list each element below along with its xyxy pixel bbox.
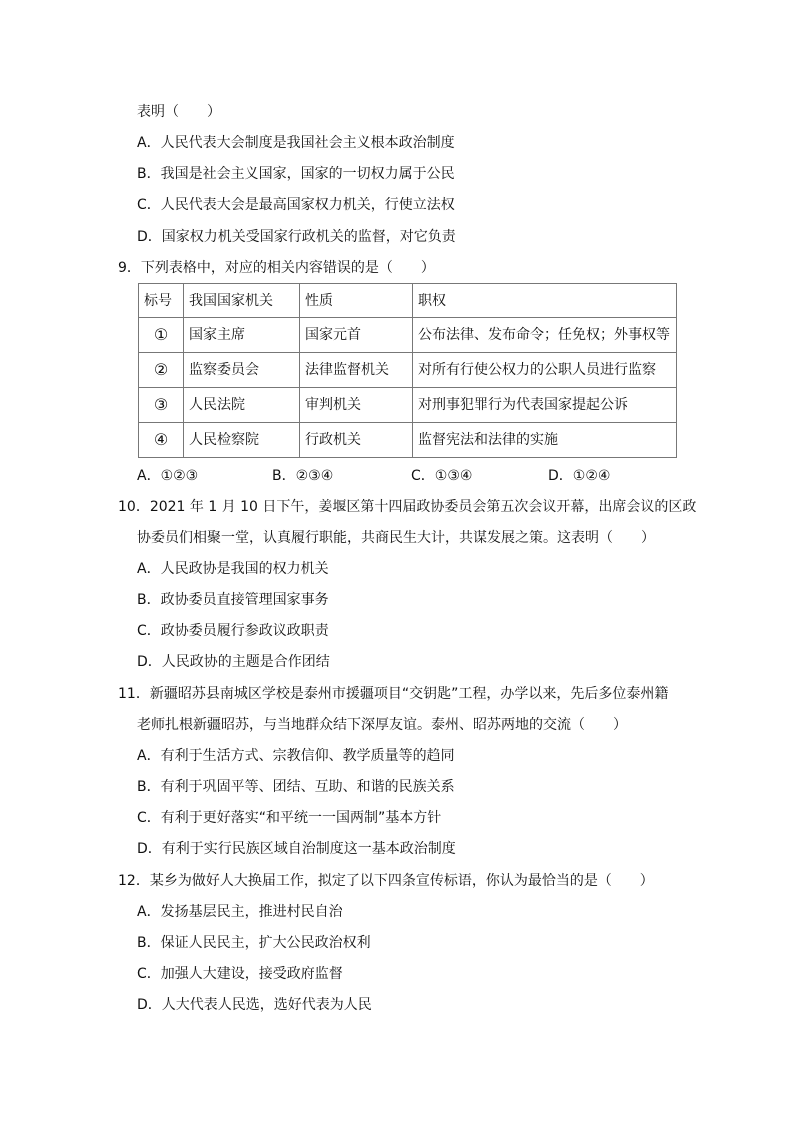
q11-option-d: D．有利于实行民族区域自治制度这一基本政治制度 [137,841,456,857]
table-header-row [139,284,677,318]
q11-option-a: A．有利于生活方式、宗教信仰、教学质量等的趋同 [137,748,455,764]
q11-option-b: B．有利于巩固平等、团结、互助、和谐的民族关系 [137,779,455,795]
table-cell: 国家元首 [300,318,413,353]
q9-answer-d: D．①②④ [548,468,611,484]
q12-option-a: A．发扬基层民主，推进村民自治 [137,904,343,920]
table-cell-number: ② [139,353,184,388]
table-row [139,423,677,458]
q8-option-a: A．人民代表大会制度是我国社会主义根本政治制度 [137,135,455,151]
q8-option-b: B．我国是社会主义国家，国家的一切权力属于公民 [137,166,455,182]
table-cell-number: ① [139,318,184,353]
q10-stem-line-1: 10．2021 年 1 月 10 日下午，姜堰区第十四届政协委员会第五次会议开幕，出席会议的区政 [118,499,697,515]
table-cell: 国家主席 [184,318,300,353]
q11-stem-line-2: 老师扎根新疆昭苏，与当地群众结下深厚友谊。泰州、昭苏两地的交流（ ） [137,717,627,733]
q10-option-d: D．人民政协的主题是合作团结 [137,654,330,670]
q9-answer-c: C．①③④ [411,468,473,484]
q8-option-d: D．国家权力机关受国家行政机关的监督，对它负责 [137,229,456,245]
table-cell: 行政机关 [300,423,413,458]
table-cell: 人民检察院 [184,423,300,458]
q11-option-c: C．有利于更好落实“和平统一一国两制”基本方针 [137,810,442,826]
table-header-cell: 标号 [139,284,184,318]
table-row [139,318,677,353]
table-header-cell: 我国国家机关 [184,284,300,318]
table-cell: 法律监督机关 [300,353,413,388]
table-cell: 监察委员会 [184,353,300,388]
q12-option-d: D．人大代表人民选，选好代表为人民 [137,997,372,1013]
q9-answer-a: A．①②③ [137,468,199,484]
table-header-cell: 性质 [300,284,413,318]
table-header-cell: 职权 [413,284,677,318]
table-cell: 监督宪法和法律的实施 [413,423,677,458]
table-cell: 对所有行使公权力的公职人员进行监察 [413,353,677,388]
q9-answer-b: B．②③④ [272,468,334,484]
q12-stem: 12．某乡为做好人大换届工作，拟定了以下四条宣传标语，你认为最恰当的是（ ） [118,873,654,889]
table-cell: 公布法律、发布命令；任免权；外事权等 [413,318,677,353]
table-cell-number: ④ [139,423,184,458]
table-row [139,388,677,423]
q10-stem-line-2: 协委员们相聚一堂，认真履行职能，共商民生大计，共谋发展之策。这表明（ ） [137,530,655,546]
table-cell: 人民法院 [184,388,300,423]
table-cell-number: ③ [139,388,184,423]
q10-option-a: A．人民政协是我国的权力机关 [137,561,329,577]
q12-option-c: C．加强人大建设，接受政府监督 [137,966,343,982]
q11-stem-line-1: 11．新疆昭苏县南城区学校是泰州市援疆项目“交钥匙”工程，办学以来，先后多位泰州籍 [118,686,669,702]
q12-option-b: B．保证人民民主，扩大公民政治权利 [137,935,371,951]
table-row [139,353,677,388]
q10-option-b: B．政协委员直接管理国家事务 [137,592,329,608]
q8-stem-continuation: 表明（ ） [137,104,221,120]
q8-option-c: C．人民代表大会是最高国家权力机关，行使立法权 [137,197,455,213]
table-cell: 审判机关 [300,388,413,423]
q10-option-c: C．政协委员履行参政议政职责 [137,623,329,639]
table-cell: 对刑事犯罪行为代表国家提起公诉 [413,388,677,423]
q9-table [138,283,677,458]
q9-stem: 9．下列表格中，对应的相关内容错误的是（ ） [118,260,435,276]
